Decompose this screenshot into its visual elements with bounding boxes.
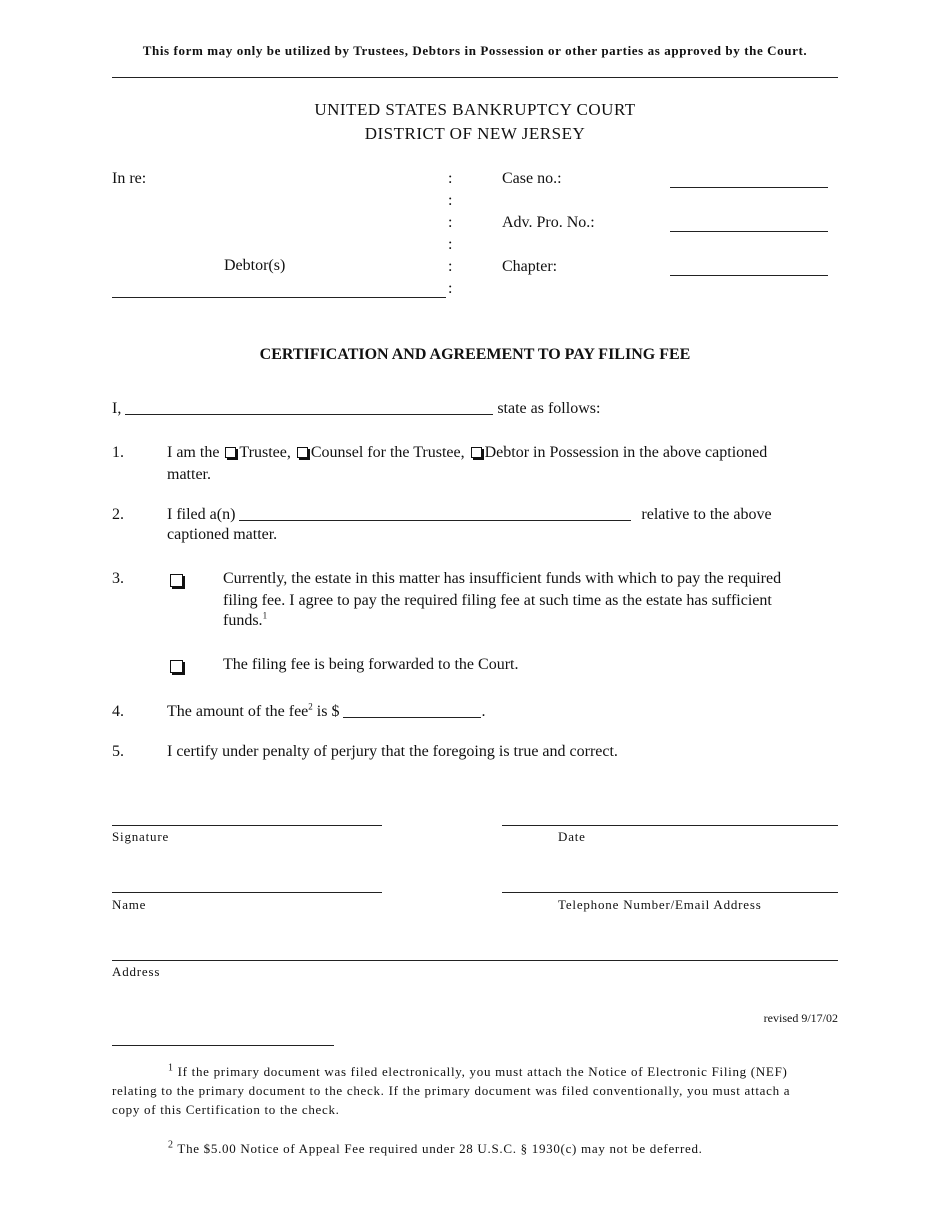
case-no-label: Case no.: (502, 170, 562, 187)
form-title: CERTIFICATION AND AGREEMENT TO PAY FILING FEE (259, 346, 691, 363)
item-number: 2. (112, 506, 124, 523)
item-3b-text: The filing fee is being forwarded to the Court. (223, 656, 519, 673)
intro-suffix: state as follows: (497, 400, 601, 417)
funds-text: funds. (223, 612, 263, 629)
item-number: 5. (112, 743, 124, 760)
fee-amount-field[interactable] (343, 703, 481, 718)
fee-forwarded-checkbox[interactable] (170, 660, 183, 673)
item-4-prefix: The amount of the fee (167, 703, 309, 720)
item-number: 4. (112, 703, 124, 720)
intro-prefix: I, (112, 400, 122, 417)
item-4-line (167, 703, 485, 721)
in-re-label: In re: (112, 170, 147, 187)
counsel-option-label: Counsel for the Trustee, (310, 444, 465, 461)
phone-email-line[interactable] (502, 892, 838, 893)
footnote-1 (112, 1062, 842, 1119)
usage-notice: This form may only be utilized by Trustees, Debtors in Possession or other parties as approved by the Court. (142, 43, 808, 58)
item-2-continuation: captioned matter. (167, 526, 278, 543)
top-divider (112, 77, 838, 78)
debtor-name-line[interactable] (112, 297, 446, 298)
phone-email-label: Telephone Number/Email Address (558, 897, 762, 912)
trustee-checkbox[interactable] (225, 447, 236, 458)
court-district: DISTRICT OF NEW JERSEY (364, 124, 586, 143)
caption-colon: : (448, 258, 453, 275)
insufficient-funds-checkbox[interactable] (170, 574, 183, 587)
footnote-1-line-2: relating to the primary document to the check. If the primary document was filed conventionally, you must attach a (112, 1083, 791, 1098)
item-1-continuation: matter. (167, 466, 211, 483)
item-2-line (167, 506, 772, 524)
footnote-ref-1: 1 (262, 610, 268, 621)
insufficient-funds-checkbox-wrap (168, 573, 186, 591)
item-5-text: I certify under penalty of perjury that the foregoing is true and correct. (167, 743, 618, 760)
caption-colon: : (448, 280, 453, 297)
chapter-field[interactable] (670, 275, 828, 276)
item-2-prefix: I filed a(n) (167, 506, 236, 523)
signature-line[interactable] (112, 825, 382, 826)
item-3a-line-2: filing fee. I agree to pay the required filing fee at such time as the estate has sufficient (223, 592, 772, 609)
debtor-in-possession-label: Debtor in Possession in the above captioned (484, 444, 768, 461)
signature-label: Signature (112, 829, 170, 844)
item-3a-line-1: Currently, the estate in this matter has insufficient funds with which to pay the required (223, 570, 782, 587)
case-no-field[interactable] (670, 187, 828, 188)
item-4-end: . (481, 703, 486, 720)
footnote-ref-2: 2 (308, 701, 313, 712)
address-label: Address (112, 964, 161, 979)
fee-forwarded-checkbox-wrap (168, 659, 186, 677)
caption-colon: : (448, 214, 453, 231)
adv-pro-no-label: Adv. Pro. No.: (502, 214, 595, 231)
item-number: 1. (112, 444, 124, 461)
item-1-prefix: I am the (167, 444, 220, 461)
counsel-checkbox[interactable] (297, 447, 308, 458)
item-2-suffix: relative to the above (641, 506, 772, 523)
debtor-label: Debtor(s) (224, 257, 286, 274)
date-line[interactable] (502, 825, 838, 826)
intro-line (112, 400, 600, 418)
caption-colon: : (448, 236, 453, 253)
footnote-1-number: 1 (168, 1062, 174, 1074)
item-number: 3. (112, 570, 124, 587)
name-line[interactable] (112, 892, 382, 893)
revision-date: revised 9/17/02 (763, 1011, 838, 1025)
footnote-divider (112, 1045, 334, 1046)
name-label: Name (112, 897, 147, 912)
adv-pro-no-field[interactable] (670, 231, 828, 232)
date-label: Date (558, 829, 586, 844)
court-name: UNITED STATES BANKRUPTCY COURT (314, 100, 636, 119)
caption-colon: : (448, 170, 453, 187)
item-3a-line-3 (223, 612, 267, 630)
item-1-line (167, 444, 767, 462)
item-4-mid: is $ (316, 703, 340, 720)
debtor-in-possession-checkbox[interactable] (471, 447, 482, 458)
footnote-1-line-3: copy of this Certification to the check. (112, 1102, 340, 1117)
declarant-name-field[interactable] (125, 400, 493, 415)
address-line[interactable] (112, 960, 838, 961)
footnote-2-text: The $5.00 Notice of Appeal Fee required under 28 U.S.C. § 1930(c) may not be deferred. (177, 1141, 703, 1156)
footnote-2-number: 2 (168, 1139, 174, 1151)
filed-document-field[interactable] (239, 506, 631, 521)
footnote-2 (112, 1139, 842, 1158)
footnote-1-line-1: If the primary document was filed electronically, you must attach the Notice of Electronic Filing (NEF) (177, 1064, 788, 1079)
chapter-label: Chapter: (502, 258, 558, 275)
trustee-option-label: Trustee, (239, 444, 291, 461)
caption-colon: : (448, 192, 453, 209)
